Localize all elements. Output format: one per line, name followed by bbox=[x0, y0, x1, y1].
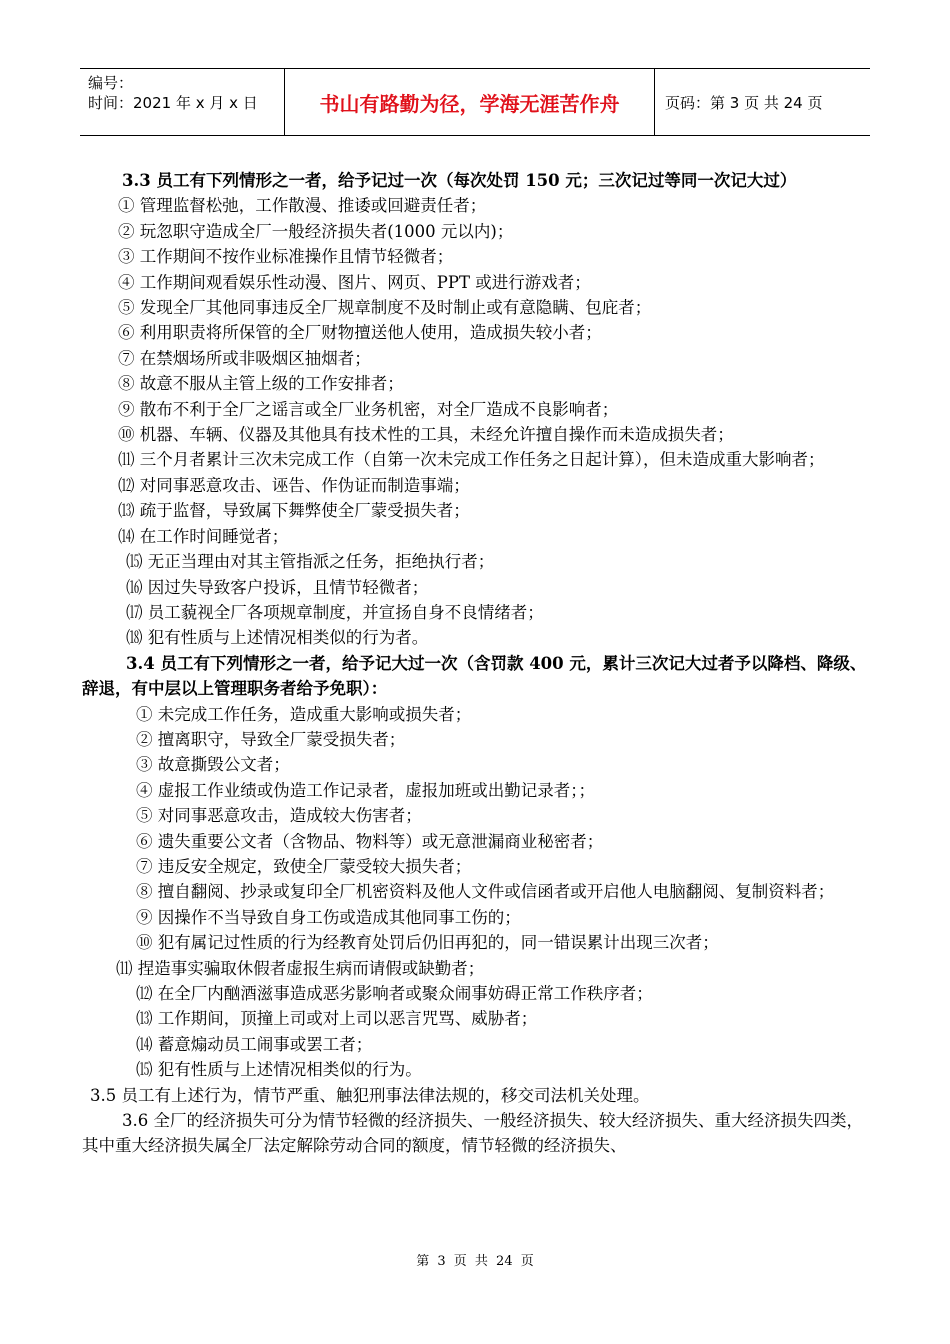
list-item: ⒀ 疏于监督，导致属下舞弊使全厂蒙受损失者； bbox=[118, 501, 470, 521]
list-item: ③ 工作期间不按作业标准操作且情节轻微者； bbox=[118, 247, 454, 267]
list-item: ⑥ 遗失重要公文者（含物品、物料等）或无意泄漏商业秘密者； bbox=[136, 831, 604, 851]
list-item: ⒃ 因过失导致客户投诉，且情节轻微者； bbox=[126, 577, 429, 597]
document-date: 时间：2021 年 x 月 x 日 bbox=[88, 94, 258, 112]
list-item: ② 擅离职守，导致全厂蒙受损失者； bbox=[136, 729, 406, 749]
list-item: ⒄ 员工藐视全厂各项规章制度，并宣扬自身不良情绪者； bbox=[126, 602, 544, 622]
list-item: ⑿ 对同事恶意攻击、诬告、作伪证而制造事端； bbox=[118, 475, 470, 495]
list-item: ⒀ 工作期间，顶撞上司或对上司以恶言咒骂、威胁者； bbox=[136, 1009, 538, 1029]
list-item: ③ 故意撕毁公文者； bbox=[136, 755, 290, 775]
list-item: ④ 虚报工作业绩或伪造工作记录者，虚报加班或出勤记录者；； bbox=[136, 780, 595, 800]
section-3-4-heading: 3.4 员工有下列情形之一者，给予记大过一次（含罚款 400 元，累计三次记大过者予以降档、降级、辞退，有中层以上管理职务者给予免职）： bbox=[82, 653, 867, 699]
page-header bbox=[80, 68, 870, 136]
list-item: ⑨ 散布不利于全厂之谣言或全厂业务机密，对全厂造成不良影响者； bbox=[118, 399, 619, 419]
list-item: ⒁ 在工作时间睡觉者； bbox=[118, 526, 289, 546]
list-item: ⑾ 捏造事实骗取休假者虚报生病而请假或缺勤者； bbox=[116, 958, 485, 978]
list-item: ① 管理监督松弛，工作散漫、推诿或回避责任者； bbox=[118, 196, 487, 216]
document-number-label: 编号： bbox=[88, 74, 134, 92]
header-motto: 书山有路勤为径，学海无涯苦作舟 bbox=[285, 69, 655, 135]
list-item: ④ 工作期间观看娱乐性动漫、图片、网页、PPT 或进行游戏者； bbox=[118, 272, 591, 292]
page-footer: 第 3 页 共 24 页 bbox=[416, 1254, 534, 1269]
list-item: ⑩ 犯有属记过性质的行为经教育处罚后仍旧再犯的，同一错误累计出现三次者； bbox=[136, 933, 719, 953]
list-item: ⒁ 蓄意煽动员工闹事或罢工者； bbox=[136, 1034, 373, 1054]
list-item: ⑧ 故意不服从主管上级的工作安排者； bbox=[118, 374, 404, 394]
list-item: ⑦ 在禁烟场所或非吸烟区抽烟者； bbox=[118, 348, 371, 368]
list-item: ⑥ 利用职责将所保管的全厂财物擅送他人使用，造成损失较小者； bbox=[118, 323, 602, 343]
list-item: ⑦ 违反安全规定，致使全厂蒙受较大损失者； bbox=[136, 856, 472, 876]
list-item: ⑤ 发现全厂其他同事违反全厂规章制度不及时制止或有意隐瞒、包庇者； bbox=[118, 298, 652, 318]
header-meta bbox=[80, 69, 285, 135]
list-item: ⑨ 因操作不当导致自身工伤或造成其他同事工伤的； bbox=[136, 907, 521, 927]
document-body bbox=[82, 168, 872, 1159]
section-3-3-heading: 3.3 员工有下列情形之一者，给予记过一次（每次处罚 150 元；三次记过等同一次记大过） bbox=[122, 171, 797, 190]
section-3-6: 3.6 全厂的经济损失可分为情节轻微的经济损失、一般经济损失、较大经济损失、重大经济损失四类，其中重大经济损失属全厂法定解除劳动合同的额度，情节轻微的经济损失、 bbox=[82, 1111, 863, 1156]
list-item: ⒂ 无正当理由对其主管指派之任务，拒绝执行者； bbox=[126, 552, 495, 572]
list-item: ② 玩忽职守造成全厂一般经济损失者(1000 元以内)； bbox=[118, 221, 514, 241]
section-3-5: 3.5 员工有上述行为，情节严重、触犯刑事法律法规的，移交司法机关处理。 bbox=[90, 1085, 650, 1105]
list-item: ⒂ 犯有性质与上述情况相类似的行为。 bbox=[136, 1060, 422, 1080]
list-item: ⑿ 在全厂内酗酒滋事造成恶劣影响者或聚众闹事妨碍正常工作秩序者； bbox=[136, 984, 653, 1003]
list-item: ⒅ 犯有性质与上述情况相类似的行为者。 bbox=[126, 628, 429, 648]
list-item: ⑧ 擅自翻阅、抄录或复印全厂机密资料及他人文件或信函者或开启他人电脑翻阅、复制资料者； bbox=[136, 882, 835, 902]
list-item: ⑩ 机器、车辆、仪器及其他具有技术性的工具，未经允许擅自操作而未造成损失者； bbox=[118, 425, 734, 445]
list-item: ① 未完成工作任务，造成重大影响或损失者； bbox=[136, 704, 472, 724]
header-page-info: 页码：第 3 页 共 24 页 bbox=[665, 93, 823, 112]
list-item: ⑤ 对同事恶意攻击，造成较大伤害者； bbox=[136, 806, 422, 826]
list-item: ⑾ 三个月者累计三次未完成工作（自第一次未完成工作任务之日起计算），但未造成重大影响者； bbox=[118, 450, 825, 470]
